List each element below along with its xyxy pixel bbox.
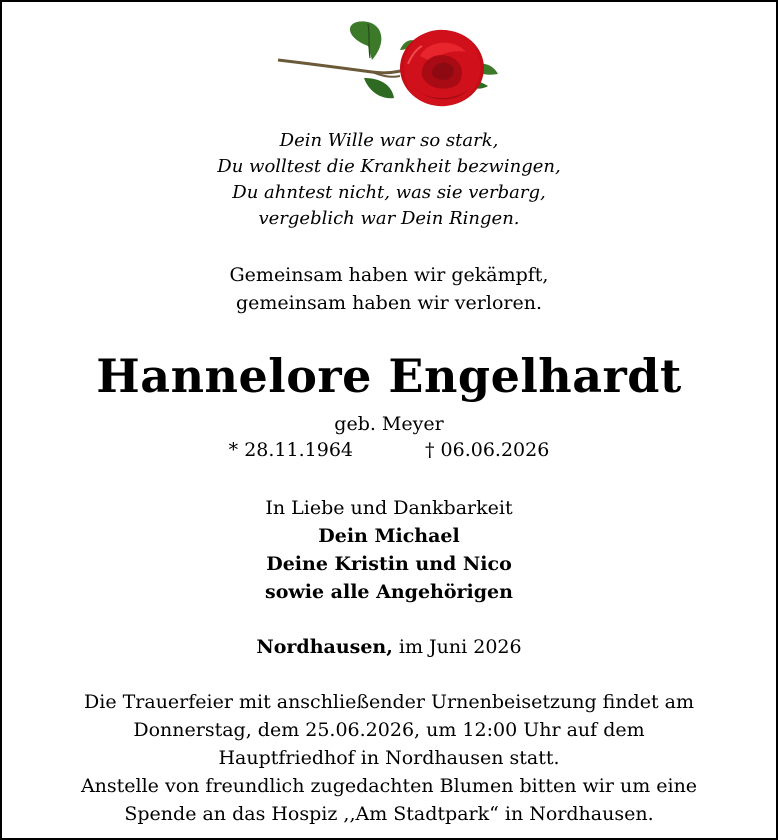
deceased-name: Hannelore Engelhardt — [96, 349, 682, 403]
poem-line: Du wolltest die Krankheit bezwingen, — [217, 156, 561, 177]
mourners-block — [2, 494, 776, 606]
poem-line: vergeblich war Dein Ringen. — [258, 208, 520, 229]
rose-icon — [272, 16, 512, 112]
life-dates — [2, 437, 776, 463]
mourner-name: Deine Kristin und Nico — [266, 553, 512, 575]
info-line: Anstelle von freundlich zugedachten Blumen bitten wir um eine — [80, 775, 698, 797]
info-line: Spende an das Hospiz ,,Am Stadtpark“ in Nordhausen. — [124, 803, 654, 825]
poem-verse — [2, 128, 776, 232]
mourner-name: sowie alle Angehörigen — [265, 581, 513, 603]
place-and-date — [2, 633, 776, 661]
birth-date: * 28.11.1964 — [228, 439, 353, 461]
poem-closing — [2, 261, 776, 317]
mourner-name: Dein Michael — [318, 525, 460, 547]
death-date: † 06.06.2026 — [425, 439, 550, 461]
funeral-info — [2, 688, 776, 828]
poem-line: gemeinsam haben wir verloren. — [235, 292, 542, 314]
info-line: Donnerstag, dem 25.06.2026, um 12:00 Uhr auf dem — [133, 719, 645, 741]
info-line: Hauptfriedhof in Nordhausen statt. — [218, 747, 560, 769]
poem-line: Du ahntest nicht, was sie verbarg, — [232, 182, 546, 203]
info-line: Die Trauerfeier mit anschließender Urnenbeisetzung findet am — [84, 691, 694, 713]
poem-line: Gemeinsam haben wir gekämpft, — [229, 264, 549, 286]
poem-line: Dein Wille war so stark, — [279, 130, 499, 151]
mourners-intro: In Liebe und Dankbarkeit — [265, 497, 513, 519]
place-date: im Juni 2026 — [392, 636, 522, 658]
place-city: Nordhausen, — [256, 636, 393, 658]
birth-name: geb. Meyer — [334, 413, 444, 435]
